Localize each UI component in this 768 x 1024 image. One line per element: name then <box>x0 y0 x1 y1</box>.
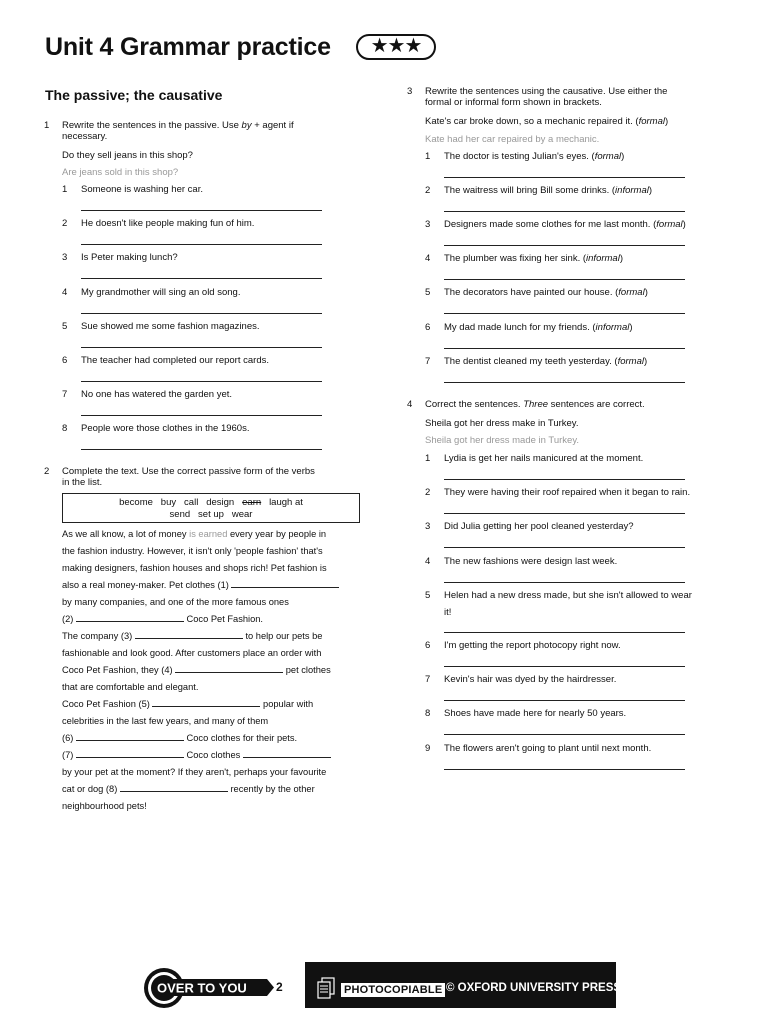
word-box: become buy call design earn laugh at send set up wear <box>62 493 360 523</box>
item-text: My dad made lunch for my friends. (informal) <box>444 321 633 333</box>
exercise-3-number: 3 <box>407 86 413 97</box>
item-text: They were having their roof repaired when it began to rain. <box>444 487 691 499</box>
item-text: The waitress will bring Bill some drinks. (informal) <box>444 185 653 197</box>
blank-5[interactable] <box>152 696 260 707</box>
blank-2[interactable] <box>76 611 184 622</box>
answer-line[interactable] <box>81 210 322 211</box>
exercise-1-example-answer: Are jeans sold in this shop? <box>62 167 179 178</box>
item-number: 1 <box>425 151 431 162</box>
item-number: 3 <box>425 219 431 231</box>
item-number: 6 <box>425 640 431 651</box>
item-text: He doesn't like people making fun of him. <box>81 218 255 230</box>
exercise-3-instruction: Rewrite the sentences using the causative. Use either the <box>425 86 668 97</box>
exercise-2-instruction-line2: in the list. <box>62 477 103 488</box>
answer-line[interactable] <box>444 279 685 280</box>
exercise-2-instruction: Complete the text. Use the correct passive form of the verbs <box>62 466 315 477</box>
page-title: Unit 4 Grammar practice <box>45 33 331 61</box>
item-text: The plumber was fixing her sink. (informal) <box>444 253 623 265</box>
item-number: 7 <box>62 389 68 401</box>
answer-line[interactable] <box>81 278 322 279</box>
answer-line[interactable] <box>81 449 322 450</box>
item-number: 4 <box>425 555 431 567</box>
exercise-4-number: 4 <box>407 399 413 410</box>
answer-line[interactable] <box>444 513 685 514</box>
crossed-out-word: earn <box>242 497 262 508</box>
item-number: 2 <box>425 185 431 197</box>
item-number: 1 <box>425 453 431 464</box>
answer-line[interactable] <box>444 313 685 314</box>
item-text: Someone is washing her car. <box>81 184 203 195</box>
exercise-3-instruction-line2: formal or informal form shown in brackets. <box>425 97 602 108</box>
item-number: 9 <box>425 742 431 754</box>
item-text: The flowers aren't going to plant until next month. <box>444 742 652 754</box>
item-text: Lydia is get her nails manicured at the moment. <box>444 453 644 464</box>
answer-line[interactable] <box>444 382 685 383</box>
logo-text: OVER TO YOU <box>157 980 247 996</box>
item-text-continued: it! <box>444 606 452 618</box>
item-number: 3 <box>62 252 68 264</box>
item-text: The doctor is testing Julian's eyes. (formal) <box>444 151 625 162</box>
gap-fill-text: As we all know, a lot of money is earned every year by people in the fashion industry. However, it isn't only 'people fashion' that's making designers, fashion houses and shops rich! Pet fashion is also a real money-maker. Pet clothes (1) by many companies, and one of the more famous ones (2) Coco Pet Fashion. The company (3) to help our pets be fashionable and look good. After customers place an order with Coco Pet Fashion, they (4) pet clothes that are comfortable and elegant. Coco Pet Fashion (5) popular with celebrities in the last few years, and many of them (6) Coco clothes for their pets. (7) Coco clothes by your pet at the moment? If they aren't, perhaps your favourite cat or dog (8) recently by the other neighbourhood pets! <box>62 526 362 815</box>
item-number: 2 <box>62 218 68 230</box>
difficulty-stars-icon: ★★★ <box>356 34 436 60</box>
item-number: 5 <box>425 589 431 601</box>
exercise-2-number: 2 <box>44 466 50 477</box>
item-number: 6 <box>62 355 68 366</box>
answer-line[interactable] <box>444 734 685 735</box>
item-text: My grandmother will sing an old song. <box>81 286 241 298</box>
exercise-3-example-question: Kate's car broke down, so a mechanic repaired it. (formal) <box>425 116 669 127</box>
item-text: Did Julia getting her pool cleaned yesterday? <box>444 521 634 533</box>
over-to-you-logo-icon <box>143 967 279 1009</box>
answer-line[interactable] <box>444 348 685 349</box>
level-number: 2 <box>276 980 283 994</box>
section-subtitle: The passive; the causative <box>45 87 223 103</box>
exercise-3-example-answer: Kate had her car repaired by a mechanic. <box>425 134 600 145</box>
exercise-1-instruction: Rewrite the sentences in the passive. Use by + agent if <box>62 120 294 131</box>
exercise-4-instruction: Correct the sentences. Three sentences are correct. <box>425 399 645 410</box>
blank-8[interactable] <box>120 781 228 792</box>
answer-line[interactable] <box>81 347 322 348</box>
item-text: The teacher had completed our report cards. <box>81 355 269 366</box>
exercise-1-instruction-line2: necessary. <box>62 131 108 142</box>
blank-3[interactable] <box>135 628 243 639</box>
item-number: 8 <box>425 708 431 720</box>
item-number: 5 <box>62 320 68 332</box>
answer-line[interactable] <box>81 381 322 382</box>
item-text: The dentist cleaned my teeth yesterday. (formal) <box>444 355 648 367</box>
blank-4[interactable] <box>175 662 283 673</box>
item-number: 6 <box>425 321 431 333</box>
answer-line[interactable] <box>444 479 685 480</box>
item-text: Is Peter making lunch? <box>81 252 178 264</box>
blank-7a[interactable] <box>76 747 184 758</box>
blank-7b[interactable] <box>243 747 331 758</box>
exercise-4-example-question: Sheila got her dress make in Turkey. <box>425 418 579 429</box>
item-number: 2 <box>425 487 431 499</box>
answer-line[interactable] <box>444 632 685 633</box>
answer-line[interactable] <box>444 177 685 178</box>
item-text: People wore those clothes in the 1960s. <box>81 423 250 435</box>
exercise-1-number: 1 <box>44 120 50 131</box>
answer-line[interactable] <box>444 547 685 548</box>
item-text: Shoes have made here for nearly 50 years. <box>444 708 627 720</box>
exercise-1-example-question: Do they sell jeans in this shop? <box>62 150 193 161</box>
exercise-4-example-answer: Sheila got her dress made in Turkey. <box>425 435 580 446</box>
answer-line[interactable] <box>444 700 685 701</box>
item-text: I'm getting the report photocopy right now. <box>444 640 621 651</box>
item-number: 3 <box>425 521 431 533</box>
item-text: Sue showed me some fashion magazines. <box>81 320 260 332</box>
item-text: The decorators have painted our house. (formal) <box>444 287 648 299</box>
item-text: Helen had a new dress made, but she isn't allowed to wear <box>444 589 692 601</box>
photocopy-icon <box>315 976 337 1000</box>
item-number: 7 <box>425 674 431 686</box>
answer-line[interactable] <box>81 313 322 314</box>
publisher-label: © OXFORD UNIVERSITY PRESS <box>446 982 622 994</box>
item-number: 4 <box>62 286 68 298</box>
answer-line[interactable] <box>444 666 685 667</box>
item-text: Kevin's hair was dyed by the hairdresser. <box>444 674 617 686</box>
answer-line[interactable] <box>81 244 322 245</box>
item-number: 5 <box>425 287 431 299</box>
blank-1[interactable] <box>231 577 339 588</box>
answer-line[interactable] <box>444 769 685 770</box>
blank-6[interactable] <box>76 730 184 741</box>
answer-line[interactable] <box>444 582 685 583</box>
item-number: 7 <box>425 355 431 367</box>
item-number: 4 <box>425 253 431 265</box>
item-number: 8 <box>62 423 68 435</box>
item-text: Designers made some clothes for me last month. (formal) <box>444 219 686 231</box>
answer-line[interactable] <box>444 211 685 212</box>
item-number: 1 <box>62 184 68 195</box>
item-text: The new fashions were design last week. <box>444 555 618 567</box>
photocopiable-label: PHOTOCOPIABLE <box>341 983 445 997</box>
answer-line[interactable] <box>81 415 322 416</box>
answer-line[interactable] <box>444 245 685 246</box>
item-text: No one has watered the garden yet. <box>81 389 233 401</box>
